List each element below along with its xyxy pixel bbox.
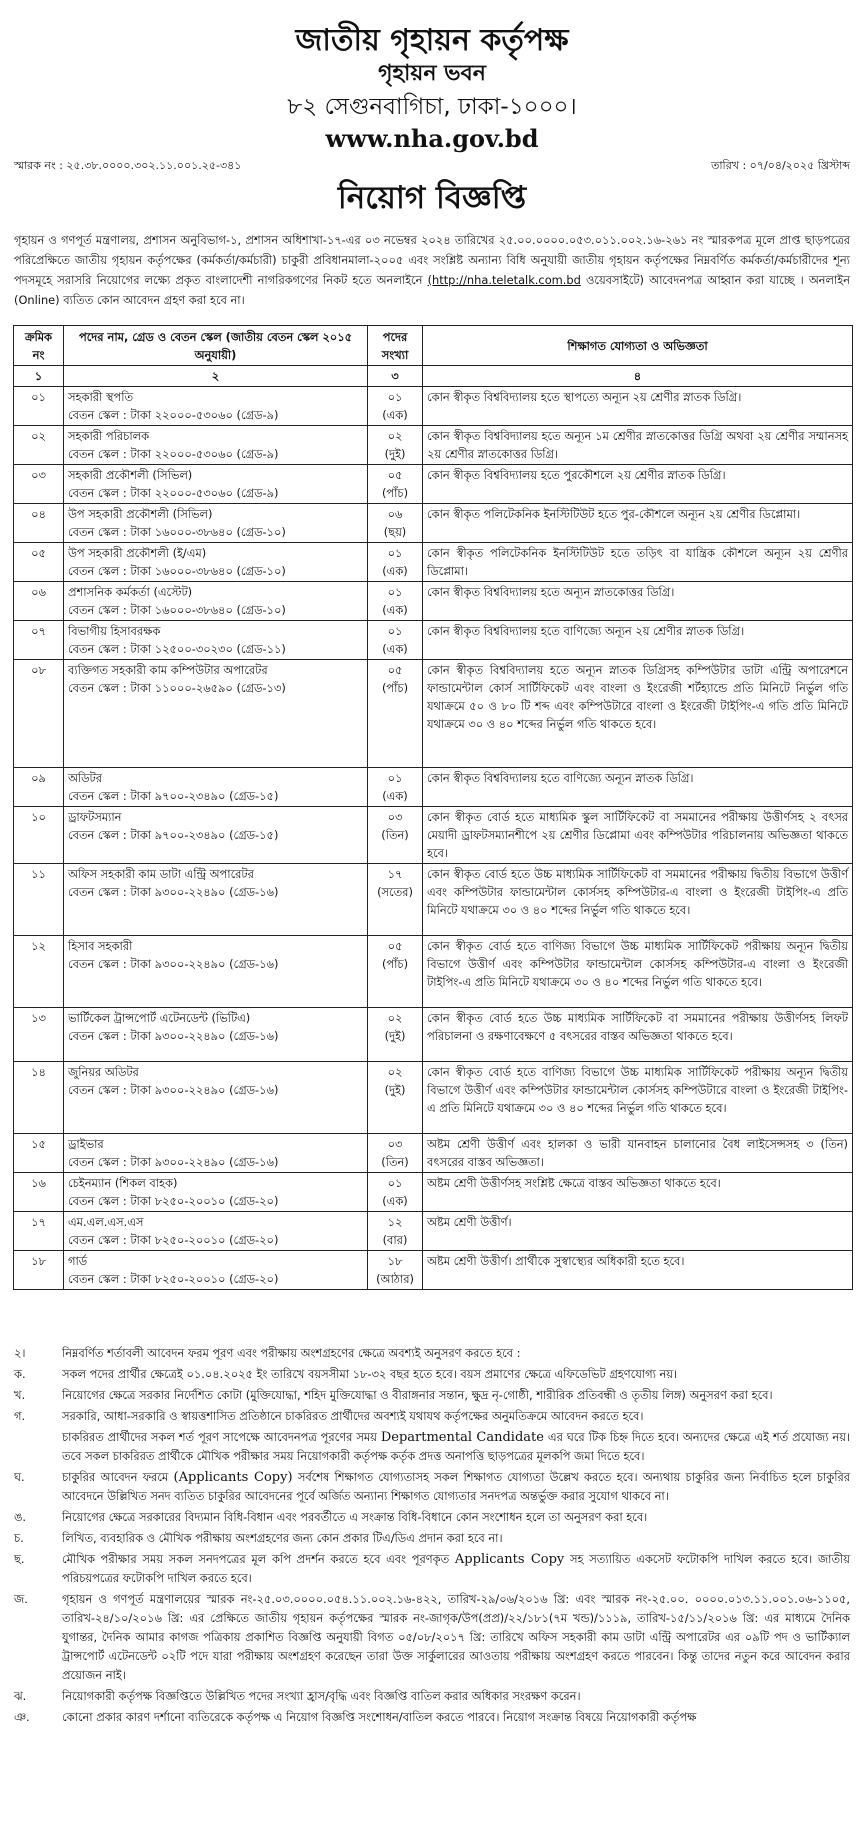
- table-row: [14, 582, 853, 621]
- condition-english-term: Departmental Candidate: [380, 1430, 544, 1445]
- table-row: [14, 1173, 853, 1212]
- condition-text: [62, 1365, 850, 1384]
- condition-body-end: সর্বশেষ শিক্ষাগত যোগ্যতাসহ সকল শিক্ষাগত যোগ্যতা উল্লেখ করতে হবে। অন্যথায় চাকুরির জন্য নির্বাচিত হলে চাকুরির আবেদনে উল্লিখিত সনদ ব্যতিত চাকুরির আবেদনের পূর্বে অর্জিত অন্যান্য শিক্ষাগত যোগ্যতার সনদপত্র অন্তর্ভুক্ত করার সুযোগ থাকবে না।: [62, 1470, 850, 1503]
- post-name: সহকারী পরিচালক: [68, 429, 150, 443]
- post-name: অডিটর: [68, 771, 102, 785]
- post-name: সহকারী স্থপতি: [68, 390, 134, 404]
- qualification: অষ্টম শ্রেণী উত্তীর্ণ।: [427, 1215, 512, 1229]
- post-name: সহকারী প্রকৌশলী (সিভিল): [68, 468, 193, 482]
- post-name: গার্ড: [68, 1254, 88, 1268]
- condition-mark: ঙ.: [14, 1510, 26, 1524]
- building-name: গৃহায়ন ভবন: [378, 61, 486, 86]
- condition-mark: খ.: [14, 1388, 26, 1402]
- condition-text: [62, 1407, 850, 1426]
- qualification: কোন স্বীকৃত বিশ্ববিদ্যালয় হতে অন্যূন স্নাতকোত্তর ডিগ্রি।: [427, 585, 675, 599]
- row-serial: ১৮: [31, 1254, 46, 1268]
- condition-mark: ঞ.: [14, 1710, 30, 1724]
- post-count-words: (এক): [382, 642, 408, 656]
- condition-item: [14, 1687, 850, 1706]
- condition-body: চাকুরির আবেদন ফরমে: [62, 1470, 169, 1484]
- post-name: হিসাব সহকারী: [68, 939, 133, 953]
- condition-body: নিম্নবর্ণিত শর্তাবলী আবেদন ফরম পূরণ এবং পরীক্ষায় অংশগ্রহণের ক্ষেত্রে অবশ্যই অনুসরণ করতে হবে :: [62, 1346, 521, 1360]
- condition-body: নিয়োগকারী কর্তৃপক্ষ বিজ্ঞপ্তিতে উল্লিখিত পদের সংখ্যা হ্রাস/বৃদ্ধি এবং বিজ্ঞপ্তি বাতিল করার অধিকার সংরক্ষণ করেন।: [62, 1689, 581, 1703]
- pay-scale: বেতন স্কেল : টাকা ৯৩০০-২২৪৯০ (গ্রেড-১৬): [68, 1083, 279, 1097]
- post-name: ড্রাফটসম্যান: [68, 810, 122, 824]
- qualification: কোন স্বীকৃত বোর্ড হতে মাধ্যমিক স্কুল সার্টিফিকেট বা সমমানের পরীক্ষায় উত্তীর্ণসহ ২ বৎসর মেয়াদী ড্রাফটসম্যানশীপে ২য় শ্রেণীর ডিপ্লোমা এবং কম্পিউটার পরিচালনায় অভিজ্ঞতা থাকতে হবে।: [427, 810, 848, 860]
- header-post: পদের নাম, গ্রেড ও বেতন স্কেল (জাতীয় বেতন স্কেল ২০১৫ অনুযায়ী): [64, 326, 368, 366]
- pay-scale: বেতন স্কেল : টাকা ৯৭০০-২৩৪৯০ (গ্রেড-১৫): [68, 789, 279, 803]
- qualification: কোন স্বীকৃত বোর্ড হতে উচ্চ মাধ্যমিক সার্টিফিকেট বা সমমানের পরীক্ষায় উত্তীর্ণসহ লিফট পরিচালনা ও রক্ষণাবেক্ষণে ৫ বৎসরের বাস্তব অভিজ্ঞতা থাকতে হবে।: [427, 1011, 848, 1043]
- pay-scale: বেতন স্কেল : টাকা ১১০০০-২৬৫৯০ (গ্রেড-১৩): [68, 681, 286, 695]
- condition-mark: ঘ.: [14, 1470, 25, 1484]
- pay-scale: বেতন স্কেল : টাকা ১৬০০০-৩৮৬৪০ (গ্রেড-১০): [68, 564, 286, 578]
- intro-paragraph: [14, 230, 850, 310]
- row-serial: ১৩: [31, 1011, 46, 1025]
- pay-scale: বেতন স্কেল : টাকা ৯৩০০-২২৪৯০ (গ্রেড-১৬): [68, 1155, 279, 1169]
- column-number: ১: [14, 366, 64, 387]
- header-count: পদের সংখ্যা: [368, 326, 423, 366]
- condition-text: [62, 1468, 850, 1506]
- row-serial: ০৭: [31, 624, 46, 638]
- table-row: [14, 504, 853, 543]
- post-name: ভার্টিকেল ট্রান্সপোর্ট এটেনডেন্ট (ভিটিএ): [68, 1011, 251, 1025]
- condition-item: [14, 1708, 850, 1727]
- pay-scale: বেতন স্কেল : টাকা ১৬০০০-৩৮৬৪০ (গ্রেড-১০): [68, 525, 286, 539]
- post-name: ড্রাইভার: [68, 1137, 104, 1151]
- post-name: চেইনম্যান (শিকল বাহক): [68, 1176, 178, 1190]
- row-serial: ১০: [31, 810, 46, 824]
- row-serial: ০৯: [31, 771, 46, 785]
- qualification: কোন স্বীকৃত বিশ্ববিদ্যালয় হতে পুরকৌশলে ২য় শ্রেণীর স্নাতক ডিগ্রি।: [427, 468, 726, 482]
- column-number: ৩: [368, 366, 423, 387]
- table-row: [14, 543, 853, 582]
- post-name: প্রশাসনিক কর্মকর্তা (এস্টেট): [68, 585, 193, 599]
- condition-text: [62, 1708, 850, 1727]
- post-count: ০১: [387, 771, 403, 785]
- post-count: ০১: [387, 585, 403, 599]
- pay-scale: বেতন স্কেল : টাকা ৯৩০০-২২৪৯০ (গ্রেড-১৬): [68, 957, 279, 971]
- condition-body-end: সহ সত্যায়িত একসেট ফটোকপি দাখিল করতে হবে। জাতীয় পরিচয়পত্রের ফটোকপি দাখিল করতে হবে।: [62, 1552, 851, 1585]
- post-count-words: (দুই): [384, 447, 406, 461]
- condition-item: [14, 1428, 850, 1466]
- post-count: ১২: [387, 1215, 403, 1229]
- header-qualification: শিক্ষাগত যোগ্যতা ও অভিজ্ঞতা: [423, 326, 853, 366]
- post-count: ১৭: [387, 867, 403, 881]
- table-row: [14, 387, 853, 426]
- row-serial: ০৮: [31, 663, 46, 677]
- vacancy-rows: [14, 387, 853, 1290]
- vacancy-table: [13, 325, 853, 1290]
- table-row: [14, 1251, 853, 1290]
- condition-body: লিখিত, ব্যবহারিক ও মৌখিক পরীক্ষায় অংশগ্রহণের জন্য কোন প্রকার টিএ/ডিএ প্রদান করা হবে না।: [62, 1531, 503, 1545]
- teletalk-link[interactable]: (http://nha.teletalk.com.bd: [427, 273, 581, 287]
- row-serial: ১২: [31, 939, 46, 953]
- pay-scale: বেতন স্কেল : টাকা ৮২৫০-২০০১০ (গ্রেড-২০): [68, 1194, 279, 1208]
- row-serial: ০১: [31, 390, 46, 404]
- row-serial: ১১: [31, 867, 46, 881]
- header-serial: ক্রমিক নং: [14, 326, 64, 366]
- table-row: [14, 768, 853, 807]
- post-name: এম.এল.এস.এস: [68, 1215, 144, 1229]
- table-row: [14, 864, 853, 936]
- post-count-words: (এক): [382, 789, 408, 803]
- post-name: অফিস সহকারী কাম ডাটা এন্ট্রি অপারেটর: [68, 867, 254, 881]
- row-serial: ১৬: [31, 1176, 46, 1190]
- condition-item: [14, 1550, 850, 1588]
- condition-text: [62, 1590, 850, 1685]
- qualification: কোন স্বীকৃত বোর্ড হতে উচ্চ মাধ্যমিক সার্টিফিকেট বা সমমানের পরীক্ষায় দ্বিতীয় বিভাগে উত্তীর্ণ এবং কম্পিউটার ফান্ডামেন্টাল কোর্সসহ কম্পিউটার-এ বাংলা ও ইংরেজী টাইপিং-এ প্রতি মিনিটে যথাক্রমে ৩০ ও ৪০ শব্দের নির্ভুল গতি থাকতে হবে।: [427, 867, 848, 917]
- post-count-words: (বার): [382, 1233, 408, 1247]
- post-count-words: (তিন): [381, 1155, 409, 1169]
- table-row: [14, 465, 853, 504]
- condition-mark: [14, 1428, 62, 1466]
- row-serial: ১৭: [31, 1215, 46, 1229]
- condition-item: [14, 1407, 850, 1426]
- post-count-words: (পাঁচ): [381, 486, 409, 500]
- condition-mark: গ.: [14, 1409, 26, 1423]
- post-name: উপ সহকারী প্রকৌশলী (ই/এম): [68, 546, 207, 560]
- condition-item: [14, 1590, 850, 1685]
- condition-text: [62, 1550, 850, 1588]
- qualification: অষ্টম শ্রেণী উত্তীর্ণ। প্রার্থীকে সুস্বাস্থ্যের অধিকারী হতে হবে।: [427, 1254, 685, 1268]
- post-count-words: (আঠার): [376, 1272, 414, 1286]
- qualification: কোন স্বীকৃত পলিটেকনিক ইনস্টিটিউট হতে পুর-কৌশলে অন্যূন ২য় শ্রেণীর ডিপ্লোমা।: [427, 507, 801, 521]
- qualification: কোন স্বীকৃত পলিটেকনিক ইনস্টিটিউট হতে তড়িৎ বা যান্ত্রিক কৌশলে অন্যূন ২য় শ্রেণীর ডিপ্লোমা।: [427, 546, 848, 578]
- pay-scale: বেতন স্কেল : টাকা ২২০০০-৫৩০৬০ (গ্রেড-৯): [68, 447, 279, 461]
- post-count: ০৩: [387, 1137, 403, 1151]
- condition-english-term: Applicants Copy: [454, 1552, 565, 1567]
- post-count: ০১: [387, 390, 403, 404]
- conditions-list: [14, 1344, 850, 1729]
- post-count-words: (পাঁচ): [381, 957, 409, 971]
- condition-item: [14, 1529, 850, 1548]
- intro-text-end: ওয়েবসাইটে) আবেদনপত্র আহ্বান করা যাচ্ছে । অনলাইন (Online) ব্যতিত কোন আবেদন গ্রহণ করা হবে না।: [14, 273, 850, 307]
- post-count: ০৫: [387, 468, 403, 482]
- table-row: [14, 1134, 853, 1173]
- post-count-words: (দুই): [384, 1083, 406, 1097]
- pay-scale: বেতন স্কেল : টাকা ২২০০০-৫৩০৬০ (গ্রেড-৯): [68, 486, 279, 500]
- qualification: কোন স্বীকৃত বিশ্ববিদ্যালয় হতে অন্যূন স্নাতক ডিগ্রিসহ কম্পিউটার ডাটা এন্ট্রি অপারেশনে ফান্ডামেন্টাল কোর্স সার্টিফিকেট এবং বাংলা ও ইংরেজী শর্টহ্যান্ডে প্রতি মিনিটে নির্ভুল গতি যথাক্রমে ৫০ ও ৮০ টি শব্দ এবং কম্পিউটারে বাংলা ও ইংরেজী টাইপিং-এ গতি প্রতি মিনিটে যথাক্রমে ৩০ ও ৪০ শব্দের নির্ভুল গতি থাকতে হবে।: [427, 663, 848, 731]
- condition-body: গৃহায়ন ও গণপূর্ত মন্ত্রণালয়ের স্মারক নং-২৫.০৩.০০০০.০৫৪.১১.০০২.১৬-৪২২, তারিখ-২৯/০৬/২০১৬ খ্রি: এবং স্মারক নং-২৫.০০. ০০০০.০১৩.১১.০০১.০৬-১১০৫, তারিখ-২৪/১০/২০১৬ খ্রি: এর প্রেক্ষিতে জাতীয় গৃহায়ন কর্তৃপক্ষের স্মারক নং-জাগৃক/উপ(প্রপ্র)/২২/১৮১(৭ম খন্ড)/১১১৯, তারিখ-১৫/১১/২০১৬ খ্রি: এর মাধ্যমে দৈনিক যুগান্তর, দৈনিক আমার কাগজ পত্রিকায় প্রকাশিত বিজ্ঞপ্তি অনুযায়ী বিগত ০৫/০৮/২০১৭ খ্রি: তারিখে অফিস সহকারী কাম ডাটা এন্ট্রি অপারেটর এর ০৯টি পদ ও ভার্টিক্যাল ট্রান্সপোর্ট এটেনডেন্ট ০২টি পদে যারা পরীক্ষায় অংশগ্রহণ করেছেন তারা উক্ত সার্কুলারের আওতায় পরীক্ষায় অংশগ্রহণ করতে পারবেন। কিন্তু তাদের নতুন করে আবেদন করার প্রয়োজন নাই।: [62, 1592, 850, 1682]
- column-number: ২: [64, 366, 368, 387]
- post-name: জুনিয়র অডিটর: [68, 1065, 139, 1079]
- qualification: অষ্টম শ্রেণী উত্তীর্ণ এবং হালকা ও ভারী যানবাহন চালানোর বৈধ লাইসেন্সসহ ৩ (তিন) বৎসরের বাস্তব অভিজ্ঞতা।: [427, 1137, 848, 1169]
- post-count: ০২: [387, 1065, 403, 1079]
- intro-text: গৃহায়ন ও গণপূর্ত মন্ত্রণালয়, প্রশাসন অনুবিভাগ-১, প্রশাসন অধিশাখা-১৭-এর ০৩ নভেম্বর ২০২৪ তারিখের ২৫.০০.০০০০.০৫৩.০১১.০০২.১৬-২৬১ নং স্মারকপত্র মূলে প্রাপ্ত ছাড়পত্রের পরিপ্রেক্ষিতে জাতীয় গৃহায়ন কর্তৃপক্ষের (কর্মকর্তা/কর্মচারী) চাকুরী প্রবিধানমালা-২০০৫ এবং সংশ্লিষ্ট অন্যান্য বিধি অনুযায়ী জাতীয় গৃহায়ন কর্তৃপক্ষের নিম্নবর্ণিত কর্মকর্তা/কর্মচারীদের শূন্য পদসমূহে সরাসরি নিয়োগের লক্ষ্যে প্রকৃত বাংলাদেশী নাগরিকগণের নিকট হতে অনলাইনে: [14, 233, 850, 287]
- table-row: [14, 936, 853, 1008]
- condition-item: [14, 1386, 850, 1405]
- post-count: ০৫: [387, 939, 403, 953]
- page-title: নিয়োগ বিজ্ঞপ্তি: [337, 180, 527, 216]
- post-count: ০৬: [387, 507, 403, 521]
- condition-body: নিয়োগের ক্ষেত্রে সরকার নির্দেশিত কোটা (মুক্তিযোদ্ধা, শহিদ মুক্তিযোদ্ধা ও বীরাঙ্গনার সন্তান, ক্ষুদ্র নৃ-গোষ্ঠী, শারীরিক প্রতিবন্ধী ও তৃতীয় লিঙ্গ) অনুসরণ করা হবে।: [62, 1388, 773, 1402]
- pay-scale: বেতন স্কেল : টাকা ১৬০০০-৩৮৬৪০ (গ্রেড-১০): [68, 603, 286, 617]
- pay-scale: বেতন স্কেল : টাকা ৯৭০০-২৩৪৯০ (গ্রেড-১৫): [68, 828, 279, 842]
- condition-body-end: এর ঘরে টিক চিহ্ন দিতে হবে। অন্যদের ক্ষেত্রে এই শর্ত প্রযোজ্য নয়। তবে সকল চাকরিরত প্রার্থীকে মৌখিক পরীক্ষার সময় নিয়োগকারী কর্তৃপক্ষ কর্তৃক প্রদত্ত অনাপত্তি ছাড়পত্রের মূলকপি জমা দিতে হবে।: [62, 1430, 851, 1463]
- post-name: ব্যক্তিগত সহকারী কাম কম্পিউটার অপারেটর: [68, 663, 268, 677]
- post-count-words: (এক): [382, 408, 408, 422]
- pay-scale: বেতন স্কেল : টাকা ১২৫০০-৩০২৩০ (গ্রেড-১১): [68, 642, 286, 656]
- condition-text: [62, 1428, 850, 1466]
- condition-text: [62, 1386, 850, 1405]
- table-row: [14, 621, 853, 660]
- address: ৮২ সেগুনবাগিচা, ঢাকা-১০০০।: [287, 94, 577, 120]
- table-row: [14, 660, 853, 768]
- table-row: [14, 1008, 853, 1062]
- condition-mark: ২।: [14, 1346, 26, 1360]
- row-serial: ০৩: [31, 468, 46, 482]
- row-serial: ০৬: [31, 585, 46, 599]
- condition-mark: ঝ.: [14, 1689, 27, 1703]
- post-count: ০১: [387, 1176, 403, 1190]
- org-name: জাতীয় গৃহায়ন কর্তৃপক্ষ: [295, 23, 569, 58]
- post-count: ১৮: [387, 1254, 403, 1268]
- condition-body: কোনো প্রকার কারণ দর্শানো ব্যতিরেকে কর্তৃপক্ষ এ নিয়োগ বিজ্ঞপ্তি সংশোধন/বাতিল করতে পারবে। নিয়োগ সংক্রান্ত বিষয়ে নিয়োগকারী কর্তৃপক্ষ: [62, 1710, 697, 1724]
- table-row: [14, 1062, 853, 1134]
- pay-scale: বেতন স্কেল : টাকা ৯৩০০-২২৪৯০ (গ্রেড-১৬): [68, 1029, 279, 1043]
- condition-mark: চ.: [14, 1531, 24, 1545]
- qualification: কোন স্বীকৃত বিশ্ববিদ্যালয় হতে স্থাপত্যে অন্যূন ২য় শ্রেণীর স্নাতক ডিগ্রি।: [427, 390, 742, 404]
- post-count-words: (তিন): [381, 828, 409, 842]
- post-count-words: (সতের): [377, 885, 413, 899]
- table-row: [14, 807, 853, 864]
- condition-item: [14, 1508, 850, 1527]
- pay-scale: বেতন স্কেল : টাকা ২২০০০-৫৩০৬০ (গ্রেড-৯): [68, 408, 279, 422]
- condition-body: সরকারি, আধা-সরকারি ও স্বায়ত্তশাসিত প্রতিষ্ঠানে চাকরিরত প্রার্থীদের অবশ্যই যথাযথ কর্তৃপক্ষের অনুমতিক্রমে আবেদন করতে হবে।: [62, 1409, 644, 1423]
- post-name: উপ সহকারী প্রকৌশলী (সিভিল): [68, 507, 213, 521]
- qualification: কোন স্বীকৃত বিশ্ববিদ্যালয় হতে অন্যূন ১ম শ্রেণীর স্নাতকোত্তর ডিগ্রি অথবা ২য় শ্রেণীর সম্মানসহ ২য় শ্রেণীর স্নাতকোত্তর ডিগ্রি।: [427, 429, 848, 461]
- row-serial: ১৪: [31, 1065, 46, 1079]
- post-count-words: (এক): [382, 1194, 408, 1208]
- post-count-words: (পাঁচ): [381, 681, 409, 695]
- condition-text: [62, 1508, 850, 1527]
- post-count: ০৫: [387, 663, 403, 677]
- table-row: [14, 1212, 853, 1251]
- memo-number: স্মারক নং : ২৫.৩৮.০০০০.৩০২.১১.০০১.২৫-৩৪১: [14, 159, 242, 172]
- condition-mark: ছ.: [14, 1552, 25, 1566]
- condition-body: মৌখিক পরীক্ষার সময় সকল সনদপত্রের মূল কপি প্রদর্শন করতে হবে এবং পূরণকৃত: [62, 1552, 450, 1566]
- condition-text: [62, 1344, 850, 1363]
- condition-body: চাকরিরত প্রার্থীদের সকল শর্ত পূরণ সাপেক্ষে আবেদনপত্র পূরণের সময়: [62, 1430, 377, 1444]
- website[interactable]: www.nha.gov.bd: [325, 124, 539, 153]
- qualification: কোন স্বীকৃত বোর্ড হতে বাণিজ্য বিভাগে উচ্চ মাধ্যমিক সার্টিফিকেট পরীক্ষায় অন্যূন দ্বিতীয় বিভাগে উত্তীর্ণ এবং কম্পিউটার ফান্ডামেন্টাল কোর্সসহ কম্পিউটারে বাংলা ও ইংরেজী টাইপিং-এ প্রতি মিনিটে যথাক্রমে ৩০ ও ৪০ শব্দের নির্ভুল গতি থাকতে হবে।: [427, 1065, 848, 1115]
- condition-item: [14, 1365, 850, 1384]
- row-serial: ০৪: [31, 507, 46, 521]
- pay-scale: বেতন স্কেল : টাকা ৯৩০০-২২৪৯০ (গ্রেড-১৬): [68, 885, 279, 899]
- row-serial: ০২: [31, 429, 46, 443]
- condition-body: সকল পদের প্রার্থীর ক্ষেত্রেই ০১.০৪.২০২৫ ইং তারিখে বয়সসীমা ১৮-৩২ বছর হতে হবে। বয়স প্রমাণের ক্ষেত্রে এফিডেভিট গ্রহণযোগ্য নয়।: [62, 1367, 678, 1381]
- qualification: কোন স্বীকৃত বিশ্ববিদ্যালয় হতে বাণিজ্যে অন্যূন স্নাতক ডিগ্রি।: [427, 771, 694, 785]
- row-serial: ১৫: [31, 1137, 46, 1151]
- post-count: ০২: [387, 1011, 403, 1025]
- table-row: [14, 426, 853, 465]
- post-count-words: (এক): [382, 564, 408, 578]
- qualification: কোন স্বীকৃত বোর্ড হতে বাণিজ্য বিভাগে উচ্চ মাধ্যমিক সার্টিফিকেট পরীক্ষায় অন্যূন দ্বিতীয় বিভাগে উত্তীর্ণ এবং কম্পিউটার ফান্ডামেন্টাল কোর্সসহ কম্পিউটার-এ বাংলা ও ইংরেজী টাইপিং-এ প্রতি মিনিটে যথাক্রমে ৩০ ও ৪০ শব্দের নির্ভুল গতি থাকতে হবে।: [427, 939, 848, 989]
- post-name: বিভাগীয় হিসাবরক্ষক: [68, 624, 161, 638]
- pay-scale: বেতন স্কেল : টাকা ৮২৫০-২০০১০ (গ্রেড-২০): [68, 1233, 279, 1247]
- condition-mark: ক.: [14, 1367, 26, 1381]
- notice-date: তারিখ : ০৭/০৪/২০২৫ খ্রিস্টাব্দ: [711, 159, 850, 172]
- condition-body: নিয়োগের ক্ষেত্রে সরকারের বিদ্যমান বিধি-বিধান এবং পরবর্তীতে এ সংক্রান্ত বিধি-বিধানে কোন সংশোধন হলে তা অনুসরণ করা হবে।: [62, 1510, 648, 1524]
- row-serial: ০৫: [31, 546, 46, 560]
- post-count: ০১: [387, 624, 403, 638]
- condition-text: [62, 1687, 850, 1706]
- condition-item: [14, 1468, 850, 1506]
- post-count-words: (দুই): [384, 1029, 406, 1043]
- post-count-words: (ছয়): [383, 525, 407, 539]
- condition-text: [62, 1529, 850, 1548]
- post-count-words: (এক): [382, 603, 408, 617]
- condition-item: [14, 1344, 850, 1363]
- pay-scale: বেতন স্কেল : টাকা ৮২৫০-২০০১০ (গ্রেড-২০): [68, 1272, 279, 1286]
- post-count: ০৩: [387, 810, 403, 824]
- post-count: ০২: [387, 429, 403, 443]
- qualification: অষ্টম শ্রেণী উত্তীর্ণসহ সংশ্লিষ্ট ক্ষেত্রে বাস্তব অভিজ্ঞতা থাকতে হবে।: [427, 1176, 721, 1190]
- condition-english-term: (Applicants Copy): [173, 1470, 293, 1485]
- post-count: ০১: [387, 546, 403, 560]
- column-number: ৪: [423, 366, 853, 387]
- qualification: কোন স্বীকৃত বিশ্ববিদ্যালয় হতে বাণিজ্যে অন্যূন ২য় শ্রেণীর স্নাতক ডিগ্রি।: [427, 624, 745, 638]
- condition-mark: জ.: [14, 1592, 28, 1606]
